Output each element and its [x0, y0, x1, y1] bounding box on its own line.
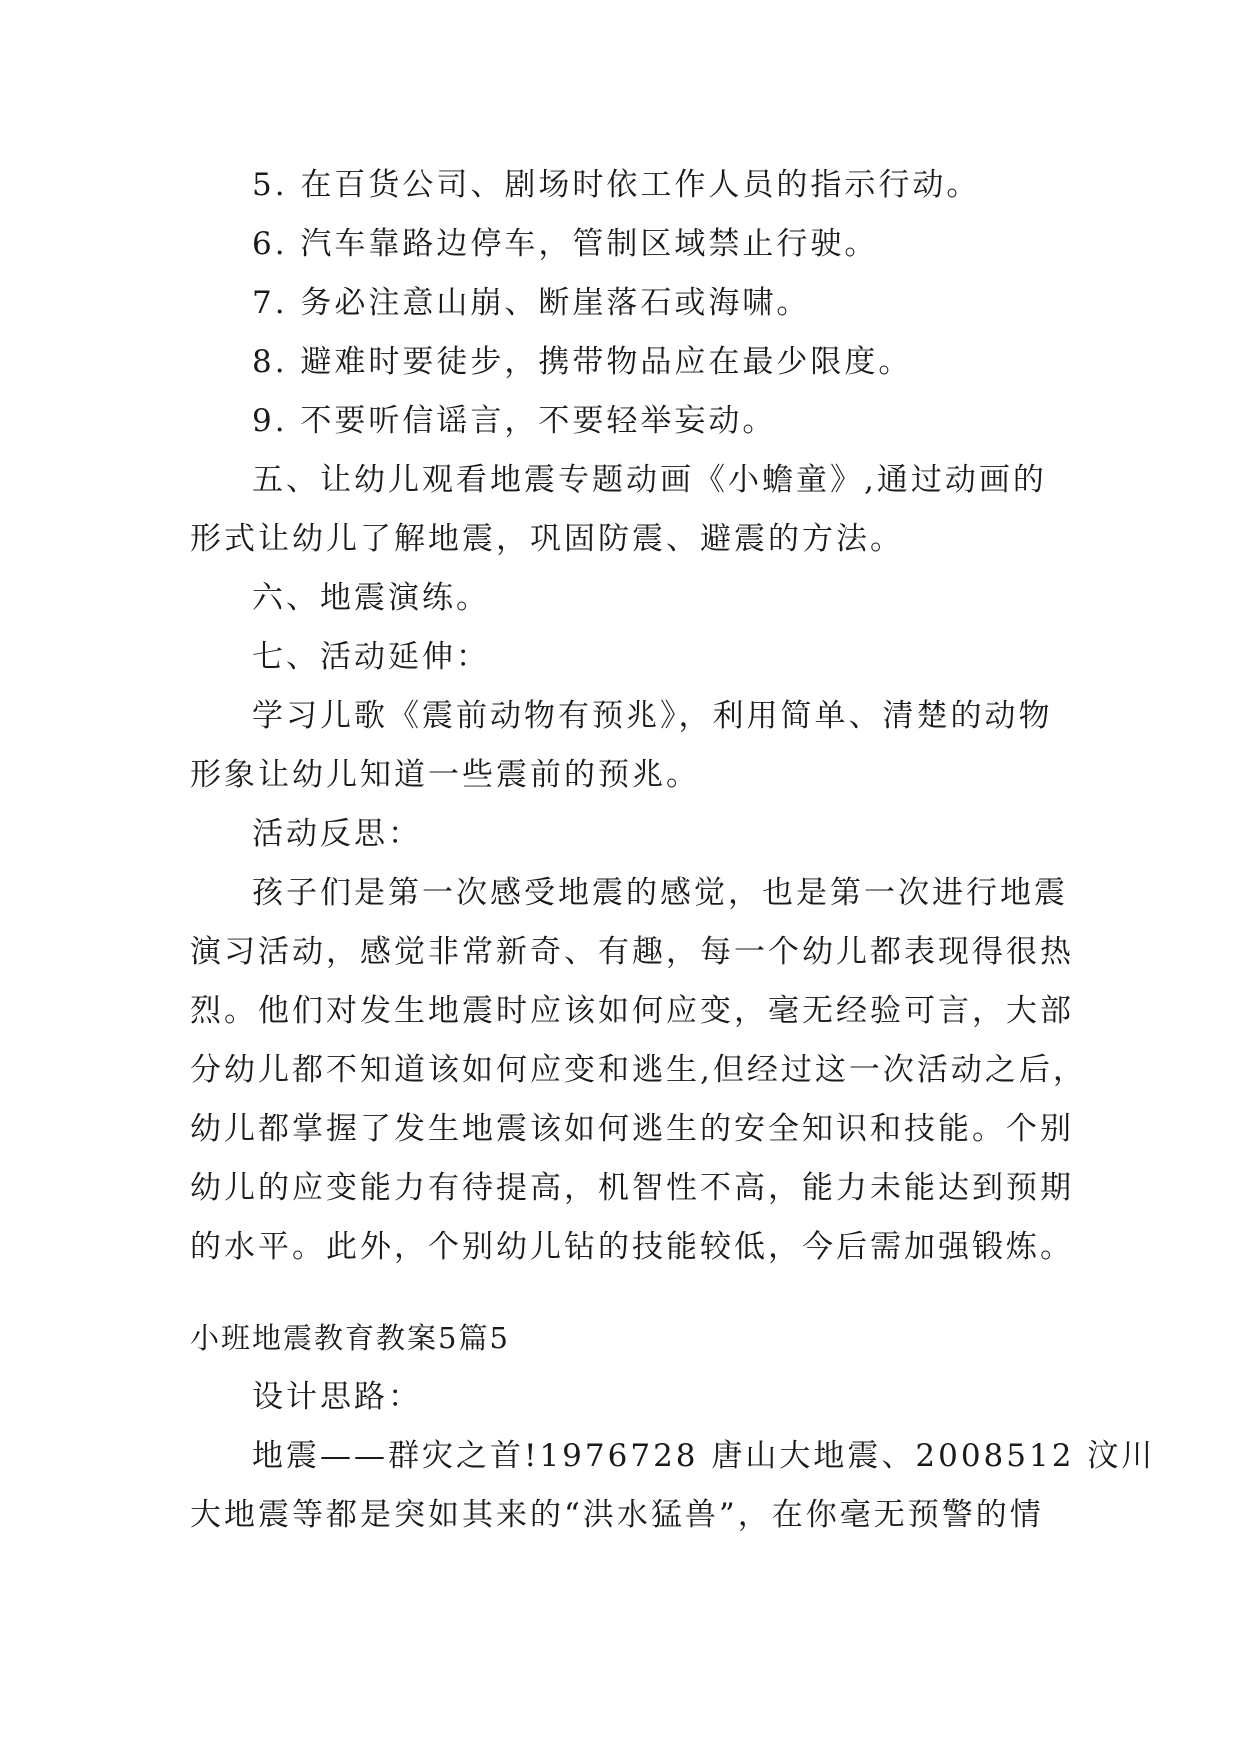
section5-paragraph-line2: 形式让幼儿了解地震，巩固防震、避震的方法。 — [190, 521, 904, 557]
reflection-line: 的水平。此外，个别幼儿钻的技能较低，今后需加强锻炼。 — [190, 1229, 1074, 1265]
section-heading: 小班地震教育教案5篇5 — [190, 1321, 510, 1355]
reflection-line: 烈。他们对发生地震时应该如何应变，毫无经验可言，大部 — [190, 993, 1074, 1029]
list-item: 6. 汽车靠路边停车，管制区域禁止行驶。 — [252, 226, 879, 262]
design-paragraph-line1: 地震——群灾之首!1976728 唐山大地震、2008512 汶川 — [252, 1438, 1156, 1474]
reflection-line: 分幼儿都不知道该如何应变和逃生,但经过这一次活动之后， — [190, 1052, 1087, 1088]
section7-heading: 七、活动延伸： — [252, 639, 490, 675]
list-item: 7. 务必注意山崩、断崖落石或海啸。 — [252, 285, 811, 321]
section5-paragraph-line1: 五、让幼儿观看地震专题动画《小蟾童》,通过动画的 — [252, 462, 1047, 498]
section6-heading: 六、地震演练。 — [252, 580, 490, 616]
design-title: 设计思路： — [252, 1379, 422, 1415]
reflection-line: 幼儿都掌握了发生地震该如何逃生的安全知识和技能。个别 — [190, 1111, 1074, 1147]
reflection-line: 孩子们是第一次感受地震的感觉，也是第一次进行地震 — [252, 875, 1068, 911]
reflection-line: 幼儿的应变能力有待提高，机智性不高，能力未能达到预期 — [190, 1170, 1074, 1206]
design-paragraph-line2: 大地震等都是突如其来的“洪水猛兽”，在你毫无预警的情 — [190, 1497, 1044, 1533]
list-item: 8. 避难时要徒步，携带物品应在最少限度。 — [252, 344, 913, 380]
list-item: 5. 在百货公司、剧场时依工作人员的指示行动。 — [252, 167, 981, 203]
extension-paragraph-line1: 学习儿歌《震前动物有预兆》，利用简单、清楚的动物 — [252, 698, 1053, 734]
reflection-line: 演习活动，感觉非常新奇、有趣，每一个幼儿都表现得很热 — [190, 934, 1074, 970]
extension-paragraph-line2: 形象让幼儿知道一些震前的预兆。 — [190, 757, 700, 793]
reflection-title: 活动反思： — [252, 816, 422, 852]
list-item: 9. 不要听信谣言，不要轻举妄动。 — [252, 403, 777, 439]
